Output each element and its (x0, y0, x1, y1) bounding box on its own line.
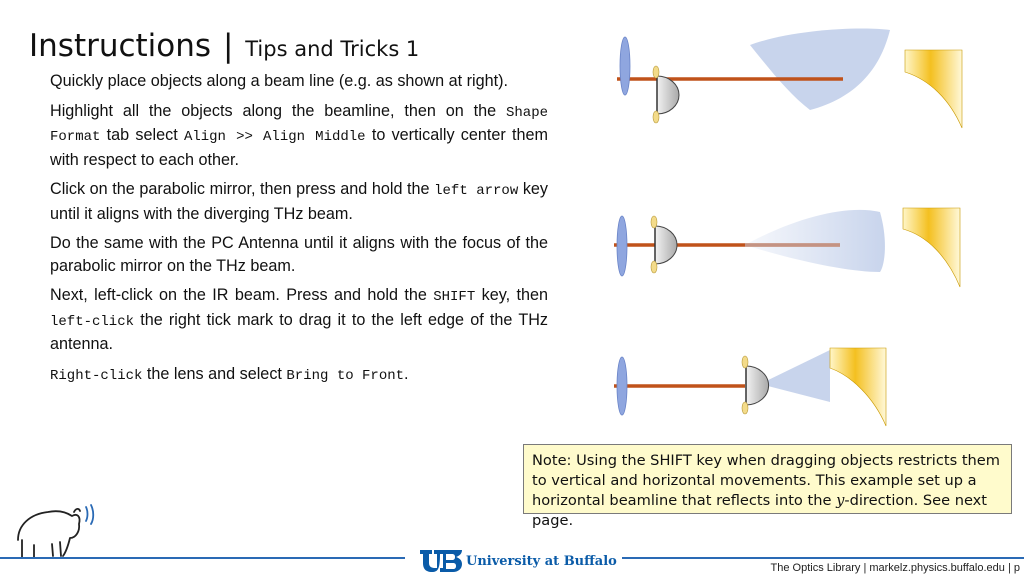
note-text-2: -direction. See next page. (532, 492, 988, 529)
p6-text-2: . (404, 364, 409, 383)
pc-antenna (746, 366, 769, 405)
ub-logo (418, 548, 464, 574)
p6-code-right-click: Right-click (50, 367, 143, 384)
note-box (523, 444, 1012, 529)
parabolic-mirror (905, 50, 962, 128)
parabolic-mirror (903, 208, 960, 287)
pc-antenna (655, 226, 677, 264)
p5-text-1: Next, left-click on the IR beam. Press and hold the (50, 286, 434, 304)
p6-text-1: the lens and select (142, 364, 287, 383)
thz-beam (750, 29, 890, 110)
p3-code-left-arrow: left arrow (434, 183, 519, 199)
pc-antenna (657, 76, 679, 114)
p5-code-left-click: left-click (50, 313, 135, 330)
title-separator: | (222, 28, 234, 64)
p2-code-align: Align >> Align Middle (183, 129, 366, 145)
footer-credit: The Optics Library | markelz.physics.buffalo.edu | p (770, 562, 1020, 574)
p6-code-bring-to-front: Bring to Front (286, 367, 405, 384)
lens (617, 357, 627, 415)
p3-text-1: Click on the parabolic mirror, then press and hold the (50, 180, 435, 198)
thz-beam (745, 210, 885, 272)
university-name: University at Buffalo (466, 554, 617, 569)
title-subtitle: Tips and Tricks 1 (245, 37, 420, 61)
note-variable: y (836, 492, 845, 509)
lens (620, 37, 630, 95)
p5-text-3: the right tick mark to drag it to the left edge of the THz antenna. (50, 310, 548, 353)
parabolic-mirror (830, 348, 886, 426)
lens (617, 216, 627, 276)
title-main: Instructions (29, 28, 212, 64)
diagram-step-1 (617, 29, 962, 128)
p1-text: Quickly place objects along a beam line (e.g. as shown at right). (50, 72, 508, 90)
footer-rule-left (0, 557, 405, 559)
p2-text-3: to vertically center them with respect to each other. (50, 126, 548, 169)
buffalo-icon (18, 505, 93, 557)
p2-text-1: Highlight all the objects along the beamline, then on the (50, 101, 506, 120)
thz-beam (760, 350, 830, 402)
p5-code-shift: SHIFT (433, 289, 476, 305)
footer-rule-right (622, 557, 1024, 559)
p4-text: Do the same with the PC Antenna until it aligns with the focus of the parabolic mirror on the THz beam. (50, 234, 548, 275)
p5-text-2: key, then (475, 286, 548, 304)
note-text-1: Note: Using the SHIFT key when dragging objects restricts them to vertical and horizontal movements. This example set up a horizontal beamline that reflects into the (532, 452, 1000, 509)
diagram-step-3 (614, 348, 886, 426)
p3-text-2: key until it aligns with the diverging THz beam. (50, 180, 549, 223)
p2-code-shape-format: Shape Format (50, 104, 548, 145)
diagram-step-2 (614, 208, 960, 287)
p2-text-2: tab select (100, 126, 184, 144)
